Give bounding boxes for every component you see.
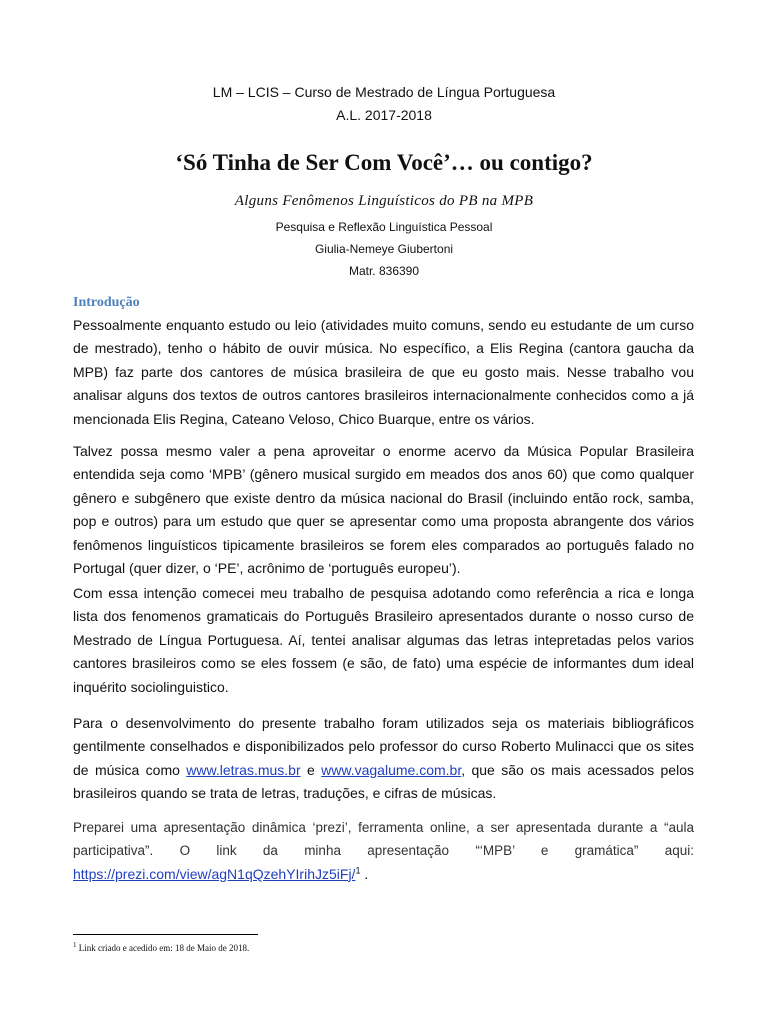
paragraph-5-end: . — [360, 865, 369, 882]
document-title: ‘Só Tinha de Ser Com Você’… ou contigo? — [175, 150, 593, 175]
footnote — [73, 941, 249, 953]
footnote-reference[interactable]: 1 — [355, 865, 361, 876]
paragraph-4-text-end: , que são os mais acessados pelos brasileiros quando se trata de letras, traduções, e cifras de músicas. — [73, 761, 694, 802]
letras-link[interactable]: www.letras.mus.br — [186, 761, 301, 778]
footnote-separator — [73, 934, 258, 935]
document-subtitle: Alguns Fenômenos Linguísticos do PB na MPB — [234, 193, 534, 209]
paragraph-5 — [73, 816, 694, 886]
work-type: Pesquisa e Reflexão Linguística Pessoal — [275, 220, 493, 234]
paragraph-1: Pessoalmente enquanto estudo ou leio (atividades muito comuns, sendo eu estudante de um curso de mestrado), tenho o hábito de ouvir música. No específico, a Elis Regina (cantora gaucha da MPB) faz parte dos cantores de música brasileira de que eu gosto mais. Nesse trabalho vou analisar alguns dos textos de outros cantores brasileiros internacionalmente conhecidos como a já mencionada Elis Regina, Cateano Veloso, Chico Buarque, entre os vários. — [73, 317, 694, 427]
paragraph-4 — [73, 712, 694, 806]
vagalume-link[interactable]: www.vagalume.com.br — [321, 761, 462, 778]
author-name: Giulia-Nemeye Giubertoni — [314, 242, 454, 256]
section-heading-introducao: Introdução — [73, 295, 140, 310]
paragraph-4-conjunction: e — [300, 761, 322, 778]
academic-year: A.L. 2017-2018 — [336, 107, 432, 123]
footnote-number: 1 — [73, 941, 77, 949]
paragraph-3: Com essa intenção comecei meu trabalho de pesquisa adotando como referência a rica e longa lista dos fenomenos gramaticais do Português Brasileiro apresentados durante o nosso curso de Mestrado de Língua Portuguesa. Aí, tentei analisar algumas das letras intepretadas pelos varios cantores brasileiros como se eles fossem (e são, de fato) uma espécie de informantes dum ideal inquérito sociolinguistico. — [73, 585, 694, 695]
footnote-text: Link criado e acedido em: 18 de Maio de 2018. — [76, 943, 250, 953]
matriculation-number: Matr. 836390 — [348, 264, 420, 278]
paragraph-5-text: Preparei uma apresentação dinâmica ‘prezi’, ferramenta online, a ser apresentada durante a “aula participativa”. O link da minha apresentação “‘MPB’ e gramática” aqui: — [73, 820, 694, 859]
prezi-link[interactable]: https://prezi.com/view/agN1qQzehYIrihJz5iFj/ — [73, 865, 356, 882]
course-header: LM – LCIS – Curso de Mestrado de Língua Portuguesa — [212, 84, 556, 100]
paragraph-2: Talvez possa mesmo valer a pena aproveitar o enorme acervo da Música Popular Brasileira entendida seja como ‘MPB’ (gênero musical surgido em meados dos anos 60) que como qualquer gênero e subgênero que existe dentro da música nacional do Brasil (incluindo então rock, samba, pop e outros) para um estudo que quer se apresentar como uma proposta abrangente dos vários fenômenos linguísticos tipicamente brasileiros se forem eles comparados ao português falado no Portugal (quer dizer, o ‘PE’, acrônimo de ‘português europeu’). — [73, 443, 694, 577]
paragraph-4-text: Para o desenvolvimento do presente trabalho foram utilizados seja os materiais bibliográficos gentilmente conselhados e disponibilizados pelo professor do curso Roberto Mulinacci que os sites de música como — [73, 715, 694, 778]
